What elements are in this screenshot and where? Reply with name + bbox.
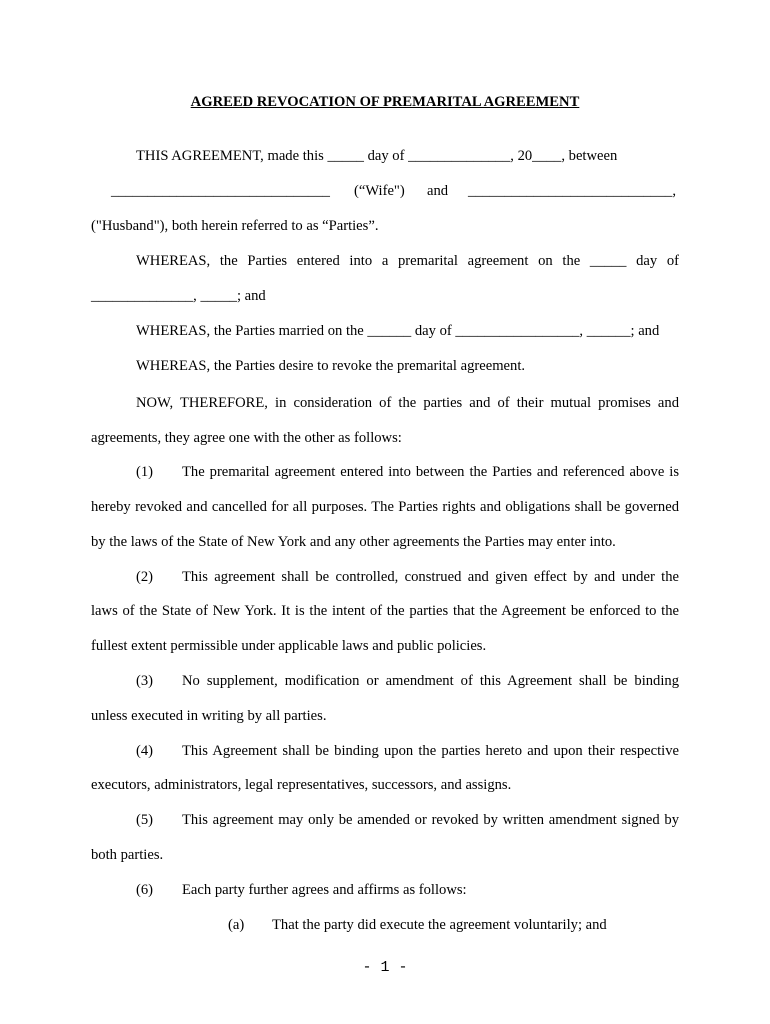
- now-therefore-line-a: NOW, THEREFORE, in consideration of the parties and of their mutual promises and: [136, 395, 679, 411]
- wife-blank: ______________________________: [111, 183, 330, 199]
- clause-number: (6): [136, 882, 154, 898]
- whereas-2: WHEREAS, the Parties married on the ______ day of _________________, ______; and: [136, 323, 660, 339]
- clause-text: The premarital agreement entered into between the Parties and referenced above is: [182, 464, 679, 480]
- wife-label: (“Wife"): [354, 183, 405, 199]
- clause-5-line-2: both parties.: [91, 847, 164, 863]
- clause-5-first: [136, 811, 679, 829]
- parties-line: [111, 182, 679, 200]
- subclause-text: That the party did execute the agreement voluntarily; and: [272, 917, 607, 933]
- document-title: AGREED REVOCATION OF PREMARITAL AGREEMENT: [190, 94, 580, 110]
- clause-number: (1): [136, 464, 154, 480]
- opening-line: THIS AGREEMENT, made this _____ day of ______________, 20____, between: [136, 148, 618, 164]
- husband-blank: ____________________________,: [468, 183, 676, 199]
- whereas-3: WHEREAS, the Parties desire to revoke the premarital agreement.: [136, 358, 526, 374]
- clause-text: This agreement may only be amended or revoked by written amendment signed by: [182, 812, 679, 828]
- clause-1-line-2: hereby revoked and cancelled for all purposes. The Parties rights and obligations shall be governed: [91, 499, 679, 515]
- clause-3-line-2: unless executed in writing by all parties.: [91, 708, 327, 724]
- husband-line: ("Husband"), both herein referred to as “Parties”.: [91, 218, 379, 234]
- clause-2-line-3: fullest extent permissible under applicable laws and public policies.: [91, 638, 487, 654]
- clause-number: (4): [136, 743, 154, 759]
- clause-1-line-3: by the laws of the State of New York and any other agreements the Parties may enter into.: [91, 534, 616, 550]
- whereas-1-line-b: ______________, _____; and: [91, 288, 266, 304]
- clause-number: (3): [136, 673, 154, 689]
- clause-number: (5): [136, 812, 154, 828]
- whereas-1-line-a: WHEREAS, the Parties entered into a premarital agreement on the _____ day of: [136, 253, 679, 269]
- clause-6-first: [136, 881, 679, 899]
- now-therefore-line-b: agreements, they agree one with the other as follows:: [91, 430, 402, 446]
- clause-4-line-2: executors, administrators, legal representatives, successors, and assigns.: [91, 777, 512, 793]
- clause-text: Each party further agrees and affirms as follows:: [182, 882, 467, 898]
- clause-text: This Agreement shall be binding upon the parties hereto and upon their respective: [182, 743, 679, 759]
- subclause-a: [228, 916, 678, 934]
- clause-number: (2): [136, 569, 154, 585]
- page-number: - 1 -: [362, 959, 408, 976]
- clause-2-first: [136, 568, 679, 586]
- clause-3-first: [136, 672, 679, 690]
- clause-text: This agreement shall be controlled, construed and given effect by and under the: [182, 569, 679, 585]
- clause-4-first: [136, 742, 679, 760]
- clause-2-line-2: laws of the State of New York. It is the intent of the parties that the Agreement be enforced to the: [91, 603, 679, 619]
- clause-1-first: [136, 463, 679, 481]
- clause-text: No supplement, modification or amendment of this Agreement shall be binding: [182, 673, 679, 689]
- subclause-number: (a): [228, 917, 245, 933]
- and-word: and: [427, 183, 449, 199]
